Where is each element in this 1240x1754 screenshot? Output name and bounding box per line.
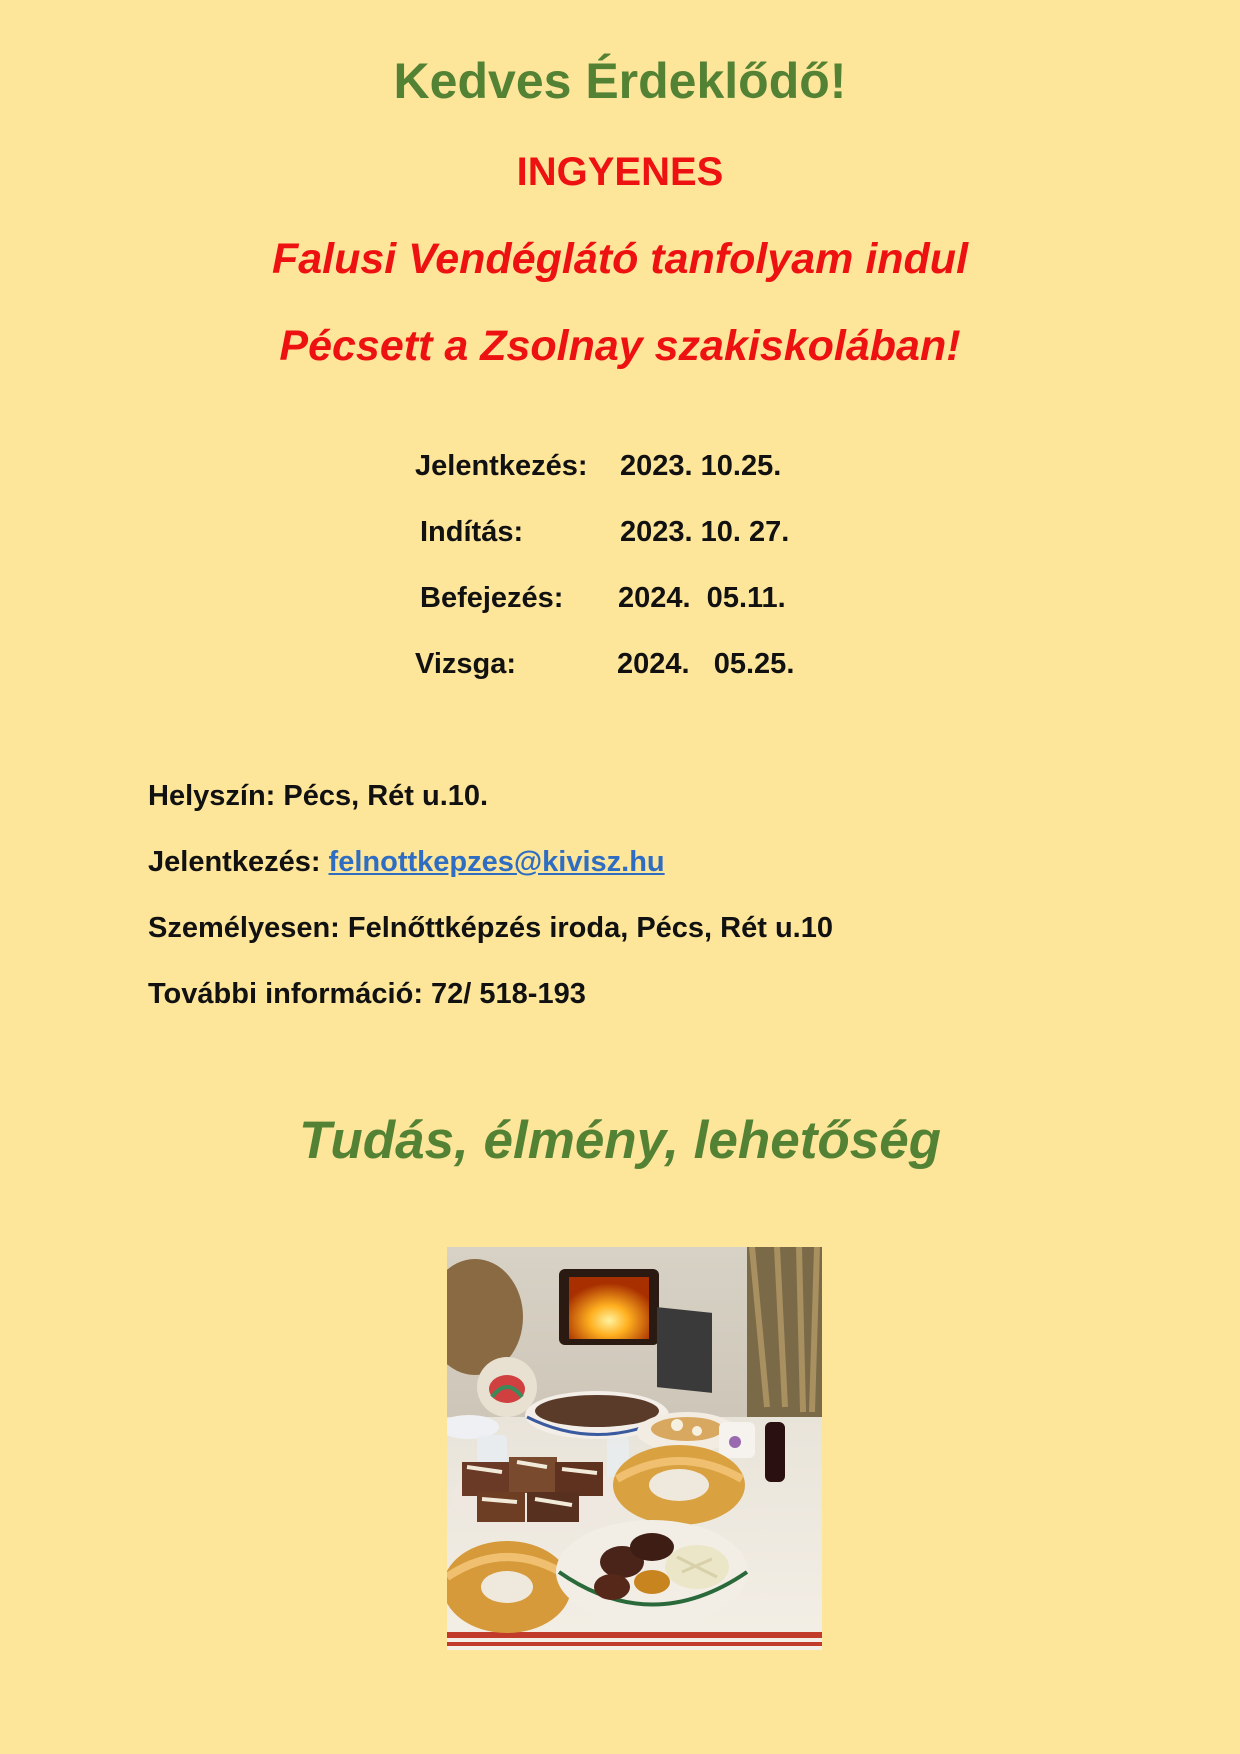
- schedule-row-end: [415, 582, 835, 648]
- course-title-line-2: Pécsett a Zsolnay szakiskolában!: [279, 322, 961, 370]
- schedule-label: Vizsga:: [415, 648, 517, 680]
- schedule-row-start: [415, 516, 835, 582]
- greeting-heading: Kedves Érdeklődő!: [393, 53, 847, 109]
- email-link[interactable]: felnottkepzes@kivisz.hu: [328, 846, 665, 878]
- location-line: Helyszín: Pécs, Rét u.10.: [148, 780, 489, 812]
- schedule-list: [415, 450, 835, 714]
- schedule-row-registration: [415, 450, 835, 516]
- schedule-label: Indítás:: [420, 516, 524, 548]
- schedule-date: 2023. 10.25.: [620, 450, 782, 482]
- food-table-photo: [447, 1247, 822, 1650]
- in-person-line: Személyesen: Felnőttképzés iroda, Pécs, Rét u.10: [148, 912, 833, 944]
- apply-line: [148, 846, 1108, 912]
- schedule-row-exam: [415, 648, 835, 714]
- free-label: INGYENES: [516, 150, 724, 194]
- schedule-date: 2023. 10. 27.: [620, 516, 790, 548]
- schedule-label: Befejezés:: [420, 582, 564, 614]
- schedule-date: 2024. 05.25.: [617, 648, 795, 680]
- apply-label: Jelentkezés:: [148, 846, 329, 878]
- schedule-label: Jelentkezés:: [415, 450, 588, 482]
- contact-info: [148, 780, 1108, 1044]
- schedule-date: 2024. 05.11.: [618, 582, 786, 614]
- motto: Tudás, élmény, lehetőség: [298, 1111, 942, 1170]
- more-info-line: További információ: 72/ 518-193: [148, 978, 586, 1010]
- course-title-line-1: Falusi Vendéglátó tanfolyam indul: [271, 235, 969, 283]
